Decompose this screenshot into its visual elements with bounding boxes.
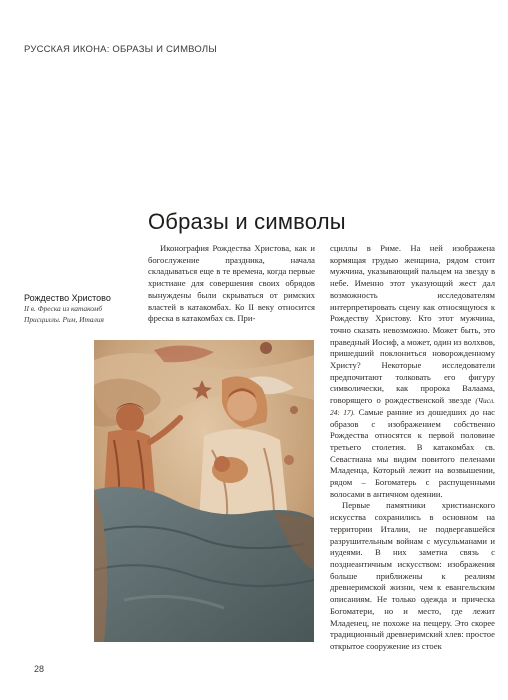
caption-text: II в. Фреска из катакомб Присциллы. Рим, Италия bbox=[24, 304, 104, 324]
page-number: 28 bbox=[34, 664, 45, 674]
right-paragraph-1 bbox=[330, 243, 495, 500]
text-column-left bbox=[148, 243, 315, 325]
right-paragraph-2: Первые памятники христианского искусства сохранились в основном на территории Италии, не подвергавшейся разрушительным войнам с мусульманами и иудеями. В них заметна связь с позднеантичным искусством: изображения больше приближены к реалиям древнеримской жизни, чем к евангельским описаниям. Не только одежда и прическа Богоматери, но и место, где лежит Младенец, не похоже на пещеру. Это скорее традиционный древнеримский хлев: простое открытое сооружение из стоек bbox=[330, 500, 495, 651]
page-title: Образы и символы bbox=[148, 208, 346, 234]
right-paragraph-1-start: сциллы в Риме. На ней изображена кормящая грудью женщина, рядом стоит мужчина, указывающий пальцем на звезду в небе. Именно этот указующий жест дал возможность исследователям интерпретировать сцену как относящуюся к Рождеству Христову. Кто этот мужчина, точно сказать невозможно. Может быть, это праведный Иосиф, а может, один из волхвов, пришедший поклониться новорожденному Христу? Некоторые исследователи предпочитают толковать его фигуру символически, как пророка Валаама, говорящего о рождественской звезде bbox=[330, 243, 495, 406]
fresco-image bbox=[94, 340, 314, 642]
left-paragraph: Иконография Рождества Христова, как и богослужение праздника, начала складываться еще в те времена, когда первые христиане для совершения своих обрядов вынуждены были скрываться от римских властей в катакомбах. Ко II веку относится фреска в катакомбах св. При- bbox=[148, 243, 315, 324]
right-paragraph-1-end: Самые ранние из дошедших до нас образов с изображением собственно Рождества относятся к первой половине третьего столетия. В катакомбах св. Севастиана мы видим повитого пеленами Младенца, Который лежит на возвышении, рядом – Богоматерь с распущенными волосами в античном одеянии. bbox=[330, 406, 495, 499]
bible-reference: (Числ. 24: 17). bbox=[330, 396, 495, 417]
caption-title: Рождество Христово bbox=[24, 293, 111, 303]
text-column-right bbox=[330, 243, 495, 653]
running-head: РУССКАЯ ИКОНА: ОБРАЗЫ И СИМВОЛЫ bbox=[24, 44, 217, 55]
image-caption bbox=[24, 293, 134, 325]
